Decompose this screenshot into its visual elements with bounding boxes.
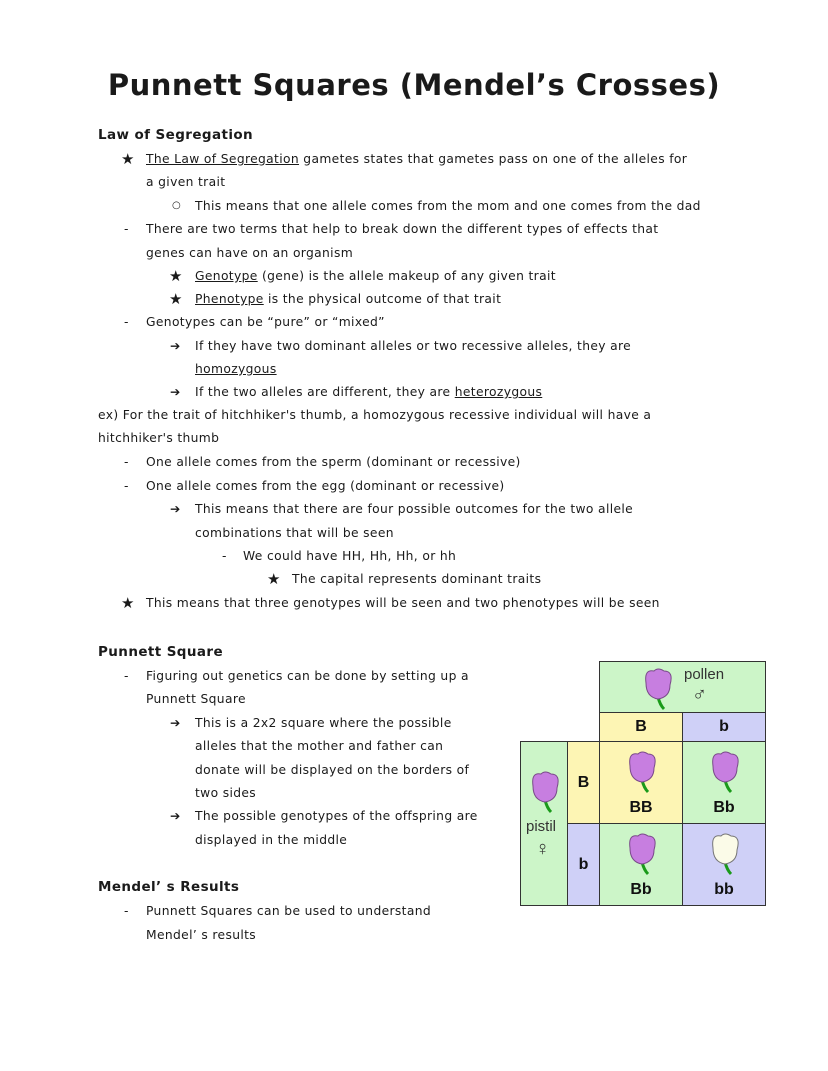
underlined-term: heterozygous [454,385,543,399]
arrow-bullet-icon: ➔ [170,716,181,730]
text-line: Punnett Squares can be used to understand [146,904,432,918]
star-bullet-icon: ★ [169,267,183,285]
offspring-cell [682,823,766,906]
text-line: One allele comes from the sperm (dominant or recessive) [146,455,521,469]
pistil-header [520,741,568,906]
star-bullet-icon: ★ [169,290,183,308]
text-line: There are two terms that help to break down the different types of effects that [146,222,659,236]
text-line [146,150,687,168]
dash-bullet-icon: - [222,549,227,563]
column-allele: b [682,712,766,742]
flower-icon [707,750,743,794]
heading-mendels-results: Mendel’ s Results [98,879,240,895]
dash-bullet-icon: - [124,222,129,236]
white-flower-icon [707,832,743,876]
flower-icon [624,750,660,794]
row-allele: B [567,741,600,824]
text-line: a given trait [146,175,226,189]
text-line: Punnett Square [146,692,246,706]
text-line: This means that one allele comes from the mom and one comes from the dad [195,199,701,213]
text: is the physical outcome of that trait [263,292,502,306]
underlined-term: The Law of Segregation [146,152,300,166]
text-line: If they have two dominant alleles or two recessive alleles, they are [195,339,632,353]
star-bullet-icon: ★ [121,150,135,168]
text-line: The capital represents dominant traits [292,572,542,586]
underlined-term: Genotype [195,269,258,283]
star-bullet-icon: ★ [267,570,281,588]
text-line: genes can have on an organism [146,246,354,260]
text-line: This is a 2x2 square where the possible [195,716,452,730]
female-symbol-icon: ♀ [535,838,550,860]
male-symbol-icon: ♂ [692,684,707,706]
genotype-label: bb [714,881,734,898]
text-line: combinations that will be seen [195,526,394,540]
pistil-label: pistil [526,818,557,835]
text-line: hitchhiker's thumb [98,431,220,445]
underlined-term: homozygous [195,362,277,376]
genotype-label: Bb [630,881,652,898]
text-line: This means that there are four possible outcomes for the two allele [195,502,634,516]
offspring-cell [599,741,683,824]
genotype-label: BB [629,799,653,816]
heading-punnett-square: Punnett Square [98,644,224,660]
dash-bullet-icon: - [124,669,129,683]
arrow-bullet-icon: ➔ [170,809,181,823]
text-line: two sides [195,786,257,800]
text-line: Mendel’ s results [146,928,257,942]
genotype-label: Bb [713,799,735,816]
text-line [195,267,556,285]
dash-bullet-icon: - [124,479,129,493]
flower-icon [624,832,660,876]
column-allele: B [599,712,683,742]
text-line: This means that three genotypes will be seen and two phenotypes will be seen [146,596,660,610]
text-line [195,290,501,308]
text-line: We could have HH, Hh, Hh, or hh [243,549,457,563]
text-line: The possible genotypes of the offspring are [195,809,478,823]
row-allele: b [567,823,600,906]
arrow-bullet-icon: ➔ [170,502,181,516]
text-line: Figuring out genetics can be done by setting up a [146,669,469,683]
offspring-cell [599,823,683,906]
text-line: Genotypes can be “pure” or “mixed” [146,315,385,329]
arrow-bullet-icon: ➔ [170,385,181,399]
text-line: donate will be displayed on the borders of [195,763,470,777]
flower-icon [527,770,563,814]
text: gametes states that gametes pass on one of the alleles for [299,152,688,166]
dash-bullet-icon: - [124,315,129,329]
pollen-label: pollen [684,666,725,683]
text: (gene) is the allele makeup of any given trait [257,269,556,283]
circle-bullet-icon: ○ [172,200,182,211]
page-title: Punnett Squares (Mendel’s Crosses) [107,68,721,102]
flower-icon [640,667,676,711]
text-line: alleles that the mother and father can [195,739,444,753]
offspring-cell [682,741,766,824]
text-line: ex) For the trait of hitchhiker's thumb, a homozygous recessive individual will have a [98,408,652,422]
heading-law-of-segregation: Law of Segregation [98,127,254,143]
underlined-term: Phenotype [195,292,264,306]
text-line: displayed in the middle [195,833,348,847]
pollen-header [599,661,766,713]
arrow-bullet-icon: ➔ [170,339,181,353]
text-line [195,383,542,401]
text-line: One allele comes from the egg (dominant or recessive) [146,479,505,493]
text: If the two alleles are different, they are [195,385,455,399]
star-bullet-icon: ★ [121,594,135,612]
dash-bullet-icon: - [124,455,129,469]
punnett-square-diagram [520,661,766,906]
dash-bullet-icon: - [124,904,129,918]
